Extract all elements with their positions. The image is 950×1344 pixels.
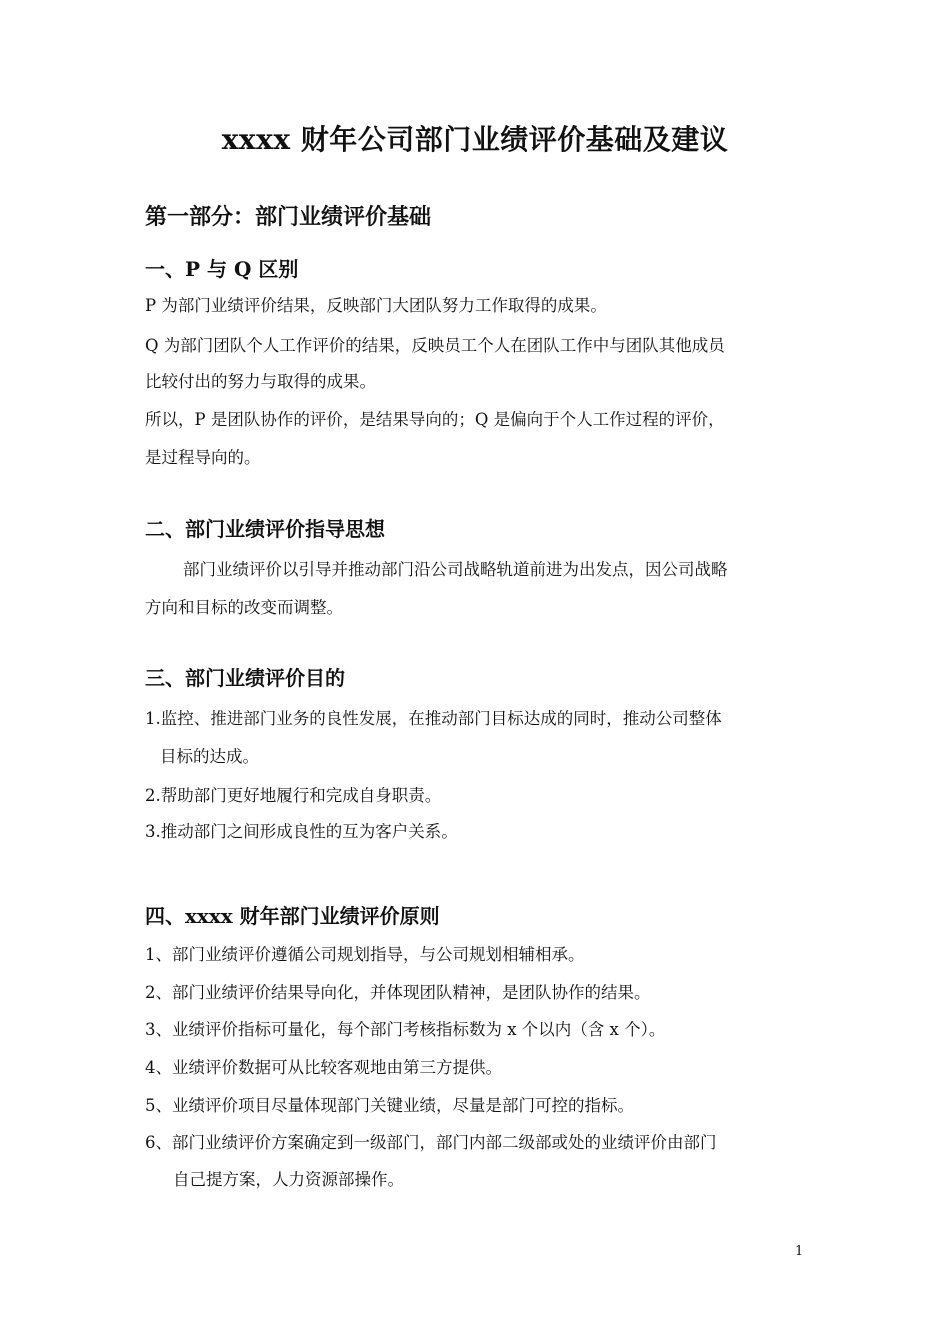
section-2-line-1: 部门业绩评价以引导并推动部门沿公司战略轨道前进为出发点，因公司战略 bbox=[183, 560, 728, 579]
section-3-line-4: 3.推动部门之间形成良性的互为客户关系。 bbox=[145, 822, 458, 841]
part-one-heading: 第一部分：部门业绩评价基础 bbox=[145, 204, 432, 230]
section-1-line-4: 所以，P 是团队协作的评价，是结果导向的；Q 是偏向于个人工作过程的评价， bbox=[145, 410, 725, 429]
section-4-line-7: 自己提方案，人力资源部操作。 bbox=[173, 1170, 404, 1189]
section-3-line-1: 1.监控、推进部门业务的良性发展，在推动部门目标达成的同时，推动公司整体 bbox=[145, 709, 722, 728]
section-1-line-1: P 为部门业绩评价结果，反映部门大团队努力工作取得的成果。 bbox=[145, 296, 607, 315]
section-4-heading: 四、xxxx 财年部门业绩评价原则 bbox=[145, 904, 440, 928]
section-1-line-2: Q 为部门团队个人工作评价的结果，反映员工个人在团队工作中与团队其他成员 bbox=[145, 336, 725, 355]
section-2-heading: 二、部门业绩评价指导思想 bbox=[145, 517, 385, 541]
section-2-line-2: 方向和目标的改变而调整。 bbox=[145, 598, 343, 617]
document-title: xxxx 财年公司部门业绩评价基础及建议 bbox=[221, 123, 729, 156]
page-number: 1 bbox=[795, 1244, 804, 1259]
section-3-heading: 三、部门业绩评价目的 bbox=[145, 666, 345, 690]
section-3-line-3: 2.帮助部门更好地履行和完成自身职责。 bbox=[145, 786, 442, 805]
section-1-line-3: 比较付出的努力与取得的成果。 bbox=[145, 372, 376, 391]
section-4-line-1: 1、部门业绩评价遵循公司规划指导，与公司规划相辅相承。 bbox=[145, 945, 585, 964]
section-1-heading: 一、P 与 Q 区别 bbox=[145, 257, 299, 281]
section-3-line-2: 目标的达成。 bbox=[160, 747, 259, 766]
section-4-line-3: 3、业绩评价指标可量化，每个部门考核指标数为 x 个以内（含 x 个）。 bbox=[145, 1020, 666, 1039]
section-4-line-2: 2、部门业绩评价结果导向化，并体现团队精神，是团队协作的结果。 bbox=[145, 983, 651, 1002]
section-1-line-5: 是过程导向的。 bbox=[145, 448, 261, 467]
section-4-line-5: 5、业绩评价项目尽量体现部门关键业绩，尽量是部门可控的指标。 bbox=[145, 1096, 634, 1115]
section-4-line-6: 6、部门业绩评价方案确定到一级部门，部门内部二级部或处的业绩评价由部门 bbox=[145, 1133, 717, 1152]
section-4-line-4: 4、业绩评价数据可从比较客观地由第三方提供。 bbox=[145, 1058, 502, 1077]
